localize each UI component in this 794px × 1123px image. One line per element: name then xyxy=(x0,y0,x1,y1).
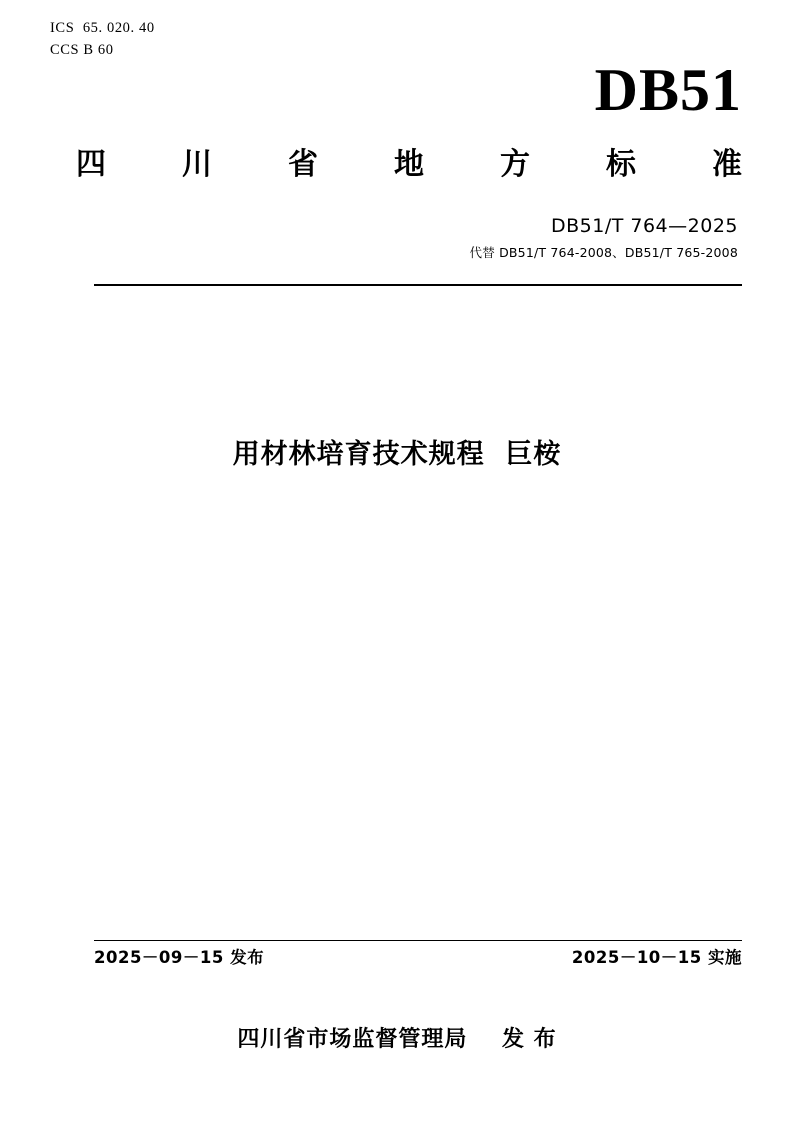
title-char-2: 省 xyxy=(288,147,318,182)
page-title: 用材林培育技术规程 巨桉 xyxy=(232,439,562,470)
implementation-date: 2025－10－15 实施 xyxy=(571,948,742,967)
standard-type-title xyxy=(76,148,742,181)
title-char-0: 四 xyxy=(76,147,106,182)
dates-row xyxy=(94,944,742,968)
footer-divider xyxy=(94,940,742,941)
classification-block xyxy=(50,18,155,62)
ics-code: ICS 65. 020. 40 xyxy=(50,20,155,36)
standard-number: DB51/T 764—2025 xyxy=(550,215,738,237)
standard-number-block xyxy=(470,215,739,261)
title-char-4: 方 xyxy=(500,147,530,182)
issue-date: 2025－09－15 发布 xyxy=(94,948,265,967)
db51-logo: DB51 xyxy=(594,57,742,123)
standard-replaces: 代替 DB51/T 764-2008、DB51/T 765-2008 xyxy=(469,245,738,260)
title-char-1: 川 xyxy=(182,147,212,182)
issuing-authority: 四川省市场监督管理局 发 布 xyxy=(237,1027,557,1052)
ccs-code: CCS B 60 xyxy=(50,41,114,58)
title-char-6: 准 xyxy=(712,147,742,182)
title-char-5: 标 xyxy=(606,147,636,182)
header-divider xyxy=(94,284,742,286)
title-char-3: 地 xyxy=(394,147,424,182)
